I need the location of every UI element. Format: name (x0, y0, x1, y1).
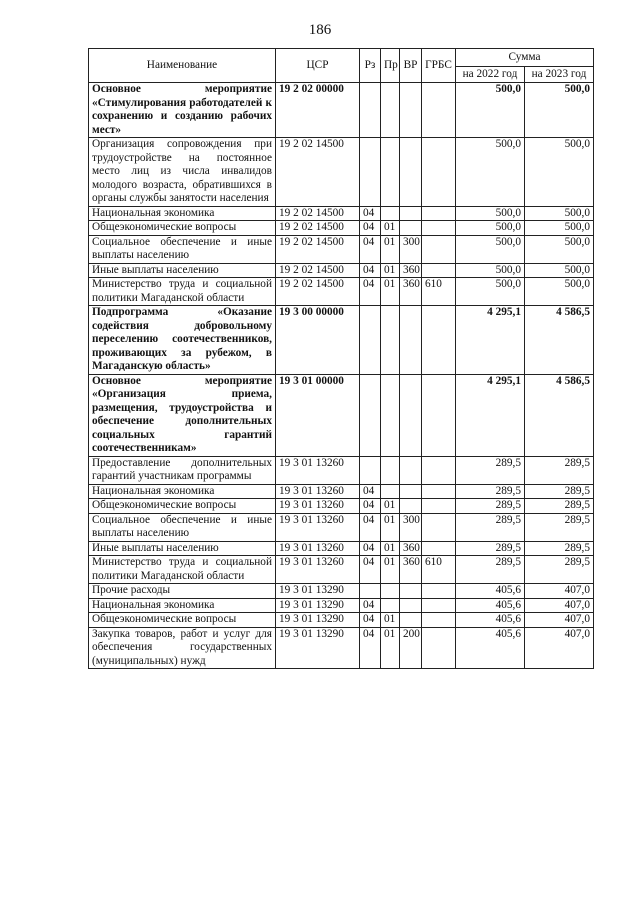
cell-csr: 19 3 01 13260 (276, 484, 360, 499)
cell-rz: 04 (360, 598, 381, 613)
cell-s2023: 500,0 (525, 83, 594, 138)
cell-vr (400, 484, 422, 499)
cell-name: Организация сопровождения при трудоустройстве на постоянное место лиц из числа инвалидов молодого возраста, обратившихся в органы службы занятости населения (89, 138, 276, 207)
cell-grbs (422, 221, 456, 236)
budget-table (88, 48, 594, 669)
table-row (89, 598, 594, 613)
cell-rz: 04 (360, 263, 381, 278)
cell-name: Министерство труда и социальной политики Магаданской области (89, 556, 276, 584)
cell-name: Предоставление дополнительных гарантий участникам программы (89, 456, 276, 484)
cell-rz: 04 (360, 206, 381, 221)
cell-pr: 01 (381, 235, 400, 263)
cell-s2023: 407,0 (525, 613, 594, 628)
cell-s2023: 289,5 (525, 456, 594, 484)
cell-name: Социальное обеспечение и иные выплаты населению (89, 235, 276, 263)
page-number: 186 (308, 22, 332, 38)
cell-s2022: 289,5 (456, 556, 525, 584)
cell-s2022: 500,0 (456, 83, 525, 138)
cell-vr (400, 613, 422, 628)
cell-vr: 360 (400, 541, 422, 556)
cell-pr (381, 584, 400, 599)
cell-pr: 01 (381, 499, 400, 514)
header-sum: Сумма (456, 49, 594, 67)
cell-pr: 01 (381, 278, 400, 306)
header-year-2023: на 2023 год (525, 67, 594, 83)
cell-name: Основное мероприятие «Стимулирования работодателей к сохранению и созданию рабочих мест» (89, 83, 276, 138)
cell-grbs (422, 499, 456, 514)
cell-rz (360, 138, 381, 207)
cell-vr (400, 374, 422, 456)
cell-name: Закупка товаров, работ и услуг для обеспечения государственных (муниципальных) нужд (89, 627, 276, 669)
cell-grbs (422, 138, 456, 207)
table-row (89, 499, 594, 514)
header-vr: ВР (400, 49, 422, 83)
cell-s2023: 407,0 (525, 627, 594, 669)
table-row (89, 513, 594, 541)
cell-s2023: 289,5 (525, 499, 594, 514)
cell-csr: 19 3 01 13290 (276, 613, 360, 628)
cell-s2023: 500,0 (525, 206, 594, 221)
cell-csr: 19 2 02 14500 (276, 235, 360, 263)
table-row (89, 556, 594, 584)
cell-name: Министерство труда и социальной политики Магаданской области (89, 278, 276, 306)
header-csr: ЦСР (276, 49, 360, 83)
cell-s2023: 407,0 (525, 584, 594, 599)
cell-s2022: 289,5 (456, 484, 525, 499)
table-row (89, 306, 594, 375)
cell-s2023: 500,0 (525, 263, 594, 278)
cell-csr: 19 3 01 13290 (276, 598, 360, 613)
cell-vr (400, 499, 422, 514)
cell-s2022: 500,0 (456, 235, 525, 263)
header-grbs: ГРБС (422, 49, 456, 83)
cell-s2023: 289,5 (525, 513, 594, 541)
cell-rz: 04 (360, 499, 381, 514)
cell-csr: 19 3 01 13260 (276, 513, 360, 541)
cell-csr: 19 3 01 13260 (276, 541, 360, 556)
cell-s2023: 500,0 (525, 235, 594, 263)
cell-s2023: 500,0 (525, 221, 594, 236)
cell-vr: 300 (400, 513, 422, 541)
cell-vr (400, 206, 422, 221)
cell-csr: 19 2 02 14500 (276, 206, 360, 221)
cell-s2022: 405,6 (456, 598, 525, 613)
cell-grbs (422, 306, 456, 375)
cell-grbs (422, 627, 456, 669)
cell-vr: 360 (400, 278, 422, 306)
cell-rz: 04 (360, 484, 381, 499)
cell-s2023: 407,0 (525, 598, 594, 613)
table-row (89, 374, 594, 456)
cell-vr (400, 598, 422, 613)
cell-csr: 19 2 02 14500 (276, 263, 360, 278)
cell-rz: 04 (360, 627, 381, 669)
cell-csr: 19 3 01 13290 (276, 627, 360, 669)
header-pr: Пр (381, 49, 400, 83)
cell-vr (400, 83, 422, 138)
table-row (89, 221, 594, 236)
cell-pr (381, 306, 400, 375)
cell-pr (381, 206, 400, 221)
cell-s2022: 500,0 (456, 263, 525, 278)
cell-name: Социальное обеспечение и иные выплаты населению (89, 513, 276, 541)
table-row (89, 627, 594, 669)
cell-grbs: 610 (422, 278, 456, 306)
cell-s2022: 500,0 (456, 138, 525, 207)
cell-pr (381, 598, 400, 613)
cell-s2023: 500,0 (525, 138, 594, 207)
header-name: Наименование (89, 49, 276, 83)
cell-s2022: 4 295,1 (456, 374, 525, 456)
cell-name: Подпрограмма «Оказание содействия добровольному переселению соотечественников, проживающих за рубежом, в Магаданскую область» (89, 306, 276, 375)
cell-grbs (422, 484, 456, 499)
cell-pr: 01 (381, 627, 400, 669)
cell-s2022: 405,6 (456, 627, 525, 669)
cell-s2023: 289,5 (525, 556, 594, 584)
cell-s2022: 405,6 (456, 584, 525, 599)
cell-name: Основное мероприятие «Организация приема, размещения, трудоустройства и обеспечение дополнительных социальных гарантий соотечественникам» (89, 374, 276, 456)
cell-pr: 01 (381, 221, 400, 236)
cell-pr: 01 (381, 513, 400, 541)
cell-pr (381, 484, 400, 499)
table-row (89, 613, 594, 628)
cell-pr (381, 138, 400, 207)
cell-csr: 19 2 02 14500 (276, 221, 360, 236)
cell-rz: 04 (360, 221, 381, 236)
cell-s2022: 289,5 (456, 456, 525, 484)
cell-vr (400, 584, 422, 599)
cell-pr (381, 456, 400, 484)
cell-csr: 19 3 01 13260 (276, 456, 360, 484)
cell-vr: 300 (400, 235, 422, 263)
cell-rz: 04 (360, 556, 381, 584)
cell-s2022: 500,0 (456, 206, 525, 221)
cell-grbs (422, 513, 456, 541)
cell-s2022: 500,0 (456, 221, 525, 236)
cell-grbs (422, 235, 456, 263)
cell-rz: 04 (360, 541, 381, 556)
cell-name: Иные выплаты населению (89, 263, 276, 278)
cell-name: Прочие расходы (89, 584, 276, 599)
cell-grbs (422, 206, 456, 221)
table-row (89, 484, 594, 499)
cell-csr: 19 3 01 13260 (276, 499, 360, 514)
cell-grbs (422, 263, 456, 278)
cell-s2023: 289,5 (525, 541, 594, 556)
table-row (89, 541, 594, 556)
cell-vr: 200 (400, 627, 422, 669)
cell-grbs (422, 598, 456, 613)
header-year-2022: на 2022 год (456, 67, 525, 83)
cell-vr (400, 456, 422, 484)
cell-name: Общеэкономические вопросы (89, 221, 276, 236)
cell-grbs (422, 584, 456, 599)
cell-csr: 19 3 01 00000 (276, 374, 360, 456)
cell-grbs (422, 541, 456, 556)
cell-s2022: 289,5 (456, 499, 525, 514)
cell-rz (360, 374, 381, 456)
cell-s2022: 289,5 (456, 541, 525, 556)
cell-csr: 19 3 01 13290 (276, 584, 360, 599)
cell-name: Общеэкономические вопросы (89, 499, 276, 514)
cell-csr: 19 2 02 14500 (276, 138, 360, 207)
table-body (89, 83, 594, 669)
cell-vr (400, 138, 422, 207)
cell-csr: 19 3 01 13260 (276, 556, 360, 584)
header-rz: Рз (360, 49, 381, 83)
cell-grbs: 610 (422, 556, 456, 584)
cell-name: Национальная экономика (89, 598, 276, 613)
cell-rz (360, 584, 381, 599)
cell-csr: 19 2 02 14500 (276, 278, 360, 306)
cell-grbs (422, 83, 456, 138)
cell-s2022: 289,5 (456, 513, 525, 541)
cell-rz: 04 (360, 613, 381, 628)
table-row (89, 278, 594, 306)
cell-vr: 360 (400, 556, 422, 584)
cell-name: Иные выплаты населению (89, 541, 276, 556)
cell-grbs (422, 456, 456, 484)
cell-s2023: 500,0 (525, 278, 594, 306)
cell-rz: 04 (360, 235, 381, 263)
table-row (89, 456, 594, 484)
cell-rz: 04 (360, 278, 381, 306)
cell-pr: 01 (381, 613, 400, 628)
cell-name: Общеэкономические вопросы (89, 613, 276, 628)
cell-pr: 01 (381, 556, 400, 584)
cell-s2022: 405,6 (456, 613, 525, 628)
table-row (89, 235, 594, 263)
cell-rz (360, 306, 381, 375)
cell-csr: 19 2 02 00000 (276, 83, 360, 138)
cell-s2023: 4 586,5 (525, 306, 594, 375)
cell-s2022: 4 295,1 (456, 306, 525, 375)
cell-grbs (422, 374, 456, 456)
cell-rz (360, 456, 381, 484)
cell-grbs (422, 613, 456, 628)
cell-name: Национальная экономика (89, 484, 276, 499)
cell-vr (400, 306, 422, 375)
cell-s2023: 4 586,5 (525, 374, 594, 456)
cell-vr: 360 (400, 263, 422, 278)
cell-pr (381, 83, 400, 138)
cell-vr (400, 221, 422, 236)
cell-pr: 01 (381, 541, 400, 556)
cell-csr: 19 3 00 00000 (276, 306, 360, 375)
table-row (89, 83, 594, 138)
cell-rz: 04 (360, 513, 381, 541)
cell-pr (381, 374, 400, 456)
table-row (89, 138, 594, 207)
cell-s2022: 500,0 (456, 278, 525, 306)
cell-rz (360, 83, 381, 138)
table-row (89, 206, 594, 221)
table-row (89, 263, 594, 278)
cell-name: Национальная экономика (89, 206, 276, 221)
cell-pr: 01 (381, 263, 400, 278)
table-row (89, 584, 594, 599)
cell-s2023: 289,5 (525, 484, 594, 499)
